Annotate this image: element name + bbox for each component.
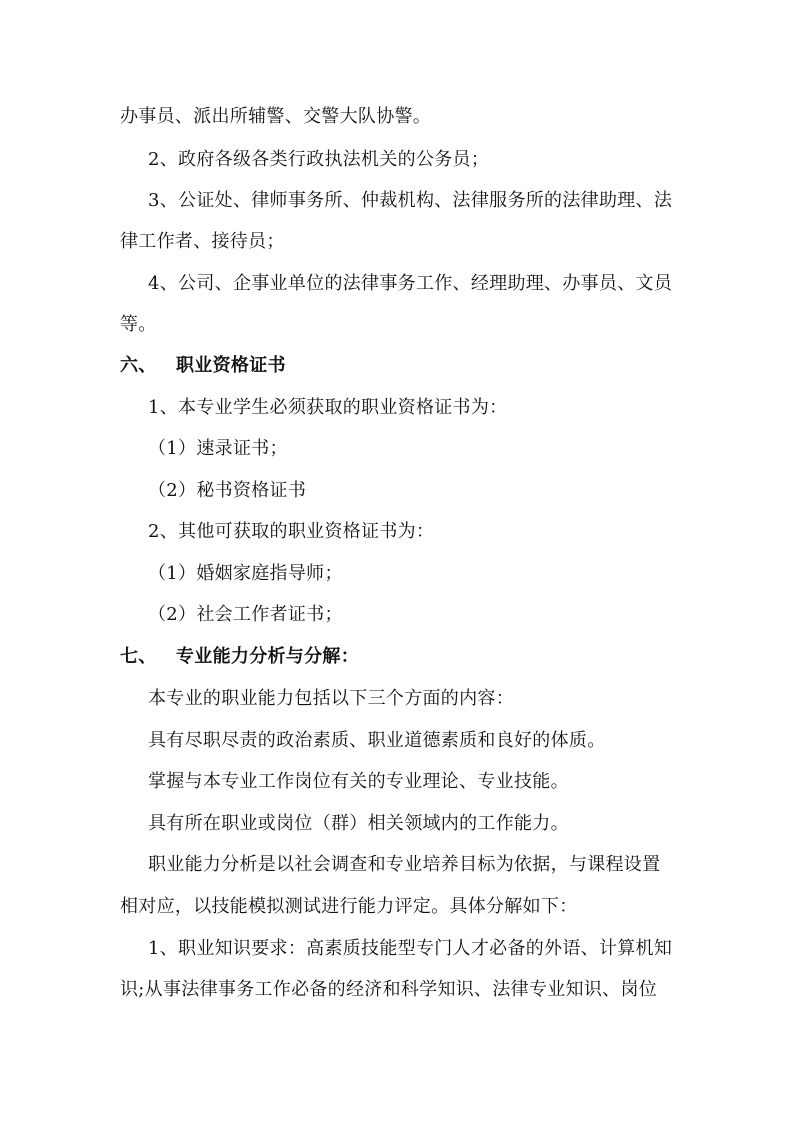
paragraph-line: 职业能力分析是以社会调查和专业培养目标为依据，与课程设置 bbox=[148, 854, 661, 875]
paragraph-line: 律工作者、接待员； bbox=[120, 231, 285, 252]
paragraph-line: 掌握与本专业工作岗位有关的专业理论、专业技能。 bbox=[148, 771, 569, 792]
section-number: 七、 bbox=[120, 646, 157, 667]
paragraph-line: 识;从事法律事务工作必备的经济和科学知识、法律专业知识、岗位 bbox=[120, 979, 658, 1000]
paragraph-line: 3、公证处、律师事务所、仲裁机构、法律服务所的法律助理、法 bbox=[148, 190, 673, 211]
paragraph-line: 2、其他可获取的职业资格证书为： bbox=[148, 521, 435, 542]
paragraph-line: 4、公司、企事业单位的法律事务工作、经理助理、办事员、文员 bbox=[148, 273, 673, 294]
list-item: （2）秘书资格证书 bbox=[148, 480, 307, 501]
paragraph-line: 本专业的职业能力包括以下三个方面的内容： bbox=[148, 688, 514, 709]
paragraph-line: 等。 bbox=[120, 314, 157, 335]
section-heading-ability-analysis bbox=[120, 645, 680, 669]
paragraph-line: 相对应，以技能模拟测试进行能力评定。具体分解如下： bbox=[120, 896, 578, 917]
list-item: （2）社会工作者证书； bbox=[148, 604, 343, 625]
paragraph-line: 办事员、派出所辅警、交警大队协警。 bbox=[120, 106, 432, 127]
section-number: 六、 bbox=[120, 355, 157, 376]
section-title: 专业能力分析与分解： bbox=[176, 646, 359, 667]
paragraph-line: 1、本专业学生必须获取的职业资格证书为： bbox=[148, 397, 508, 418]
list-item: （1）速录证书； bbox=[148, 438, 288, 459]
paragraph-line: 具有尽职尽责的政治素质、职业道德素质和良好的体质。 bbox=[148, 730, 606, 751]
paragraph-line: 具有所在职业或岗位（群）相关领域内的工作能力。 bbox=[148, 813, 569, 834]
section-heading-certificates bbox=[120, 354, 680, 378]
list-item: （1）婚姻家庭指导师； bbox=[148, 563, 343, 584]
section-title: 职业资格证书 bbox=[176, 355, 286, 376]
paragraph-line: 2、政府各级各类行政执法机关的公务员； bbox=[148, 149, 490, 170]
paragraph-line: 1、职业知识要求：高素质技能型专门人才必备的外语、计算机知 bbox=[148, 938, 673, 959]
